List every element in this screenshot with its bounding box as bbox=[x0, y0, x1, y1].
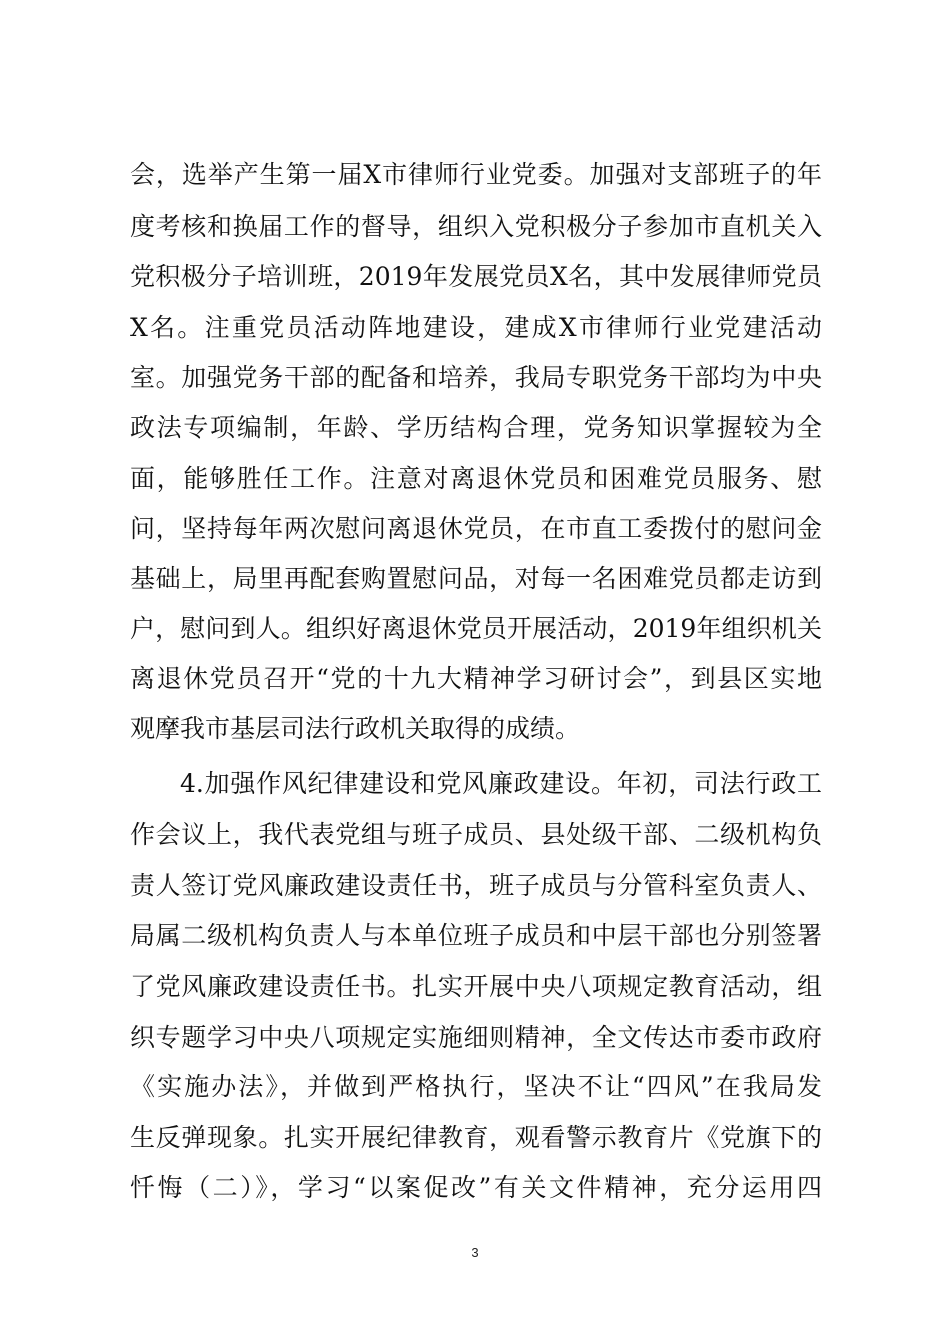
body-text-line: 作会议上，我代表党组与班子成员、县处级干部、二级机构负 bbox=[130, 820, 822, 849]
body-text-line: 忏悔（二）》，学习“以案促改”有关文件精神，充分运用四 bbox=[130, 1173, 822, 1202]
body-text-line: 度考核和换届工作的督导，组织入党积极分子参加市直机关入 bbox=[130, 212, 822, 241]
body-text-line: 离退休党员召开“党的十九大精神学习研讨会”，到县区实地 bbox=[130, 664, 822, 693]
page-number: 3 bbox=[471, 1245, 479, 1260]
body-text-line: 室。加强党务干部的配备和培养，我局专职党务干部均为中央 bbox=[130, 363, 822, 392]
body-text-line: X名。注重党员活动阵地建设，建成X市律师行业党建活动 bbox=[130, 313, 822, 342]
body-text-line: 户，慰问到人。组织好离退休党员开展活动，2019年组织机关 bbox=[130, 614, 822, 643]
body-text-line: 面，能够胜任工作。注意对离退休党员和困难党员服务、慰 bbox=[130, 464, 822, 493]
body-text-line: 观摩我市基层司法行政机关取得的成绩。 bbox=[130, 714, 581, 743]
body-text-line: 了党风廉政建设责任书。扎实开展中央八项规定教育活动，组 bbox=[130, 972, 822, 1001]
body-text-line: 责人签订党风廉政建设责任书，班子成员与分管科室负责人、 bbox=[130, 871, 822, 900]
body-text-line: 《实施办法》，并做到严格执行，坚决不让“四风”在我局发 bbox=[130, 1072, 822, 1101]
body-text-line: 生反弹现象。扎实开展纪律教育，观看警示教育片《党旗下的 bbox=[130, 1123, 822, 1152]
body-text-line: 问，坚持每年两次慰问离退休党员，在市直工委拨付的慰问金 bbox=[130, 514, 822, 543]
body-text-line: 基础上，局里再配套购置慰问品，对每一名困难党员都走访到 bbox=[130, 564, 822, 593]
body-text-line: 党积极分子培训班，2019年发展党员X名，其中发展律师党员 bbox=[130, 262, 822, 291]
body-text-line: 织专题学习中央八项规定实施细则精神，全文传达市委市政府 bbox=[130, 1023, 822, 1052]
body-text-line: 会，选举产生第一届X市律师行业党委。加强对支部班子的年 bbox=[130, 160, 822, 189]
body-text-line: 4.加强作风纪律建设和党风廉政建设。年初，司法行政工 bbox=[180, 769, 822, 798]
body-text-line: 局属二级机构负责人与本单位班子成员和中层干部也分别签署 bbox=[130, 921, 822, 950]
body-text-line: 政法专项编制，年龄、学历结构合理，党务知识掌握较为全 bbox=[130, 413, 822, 442]
